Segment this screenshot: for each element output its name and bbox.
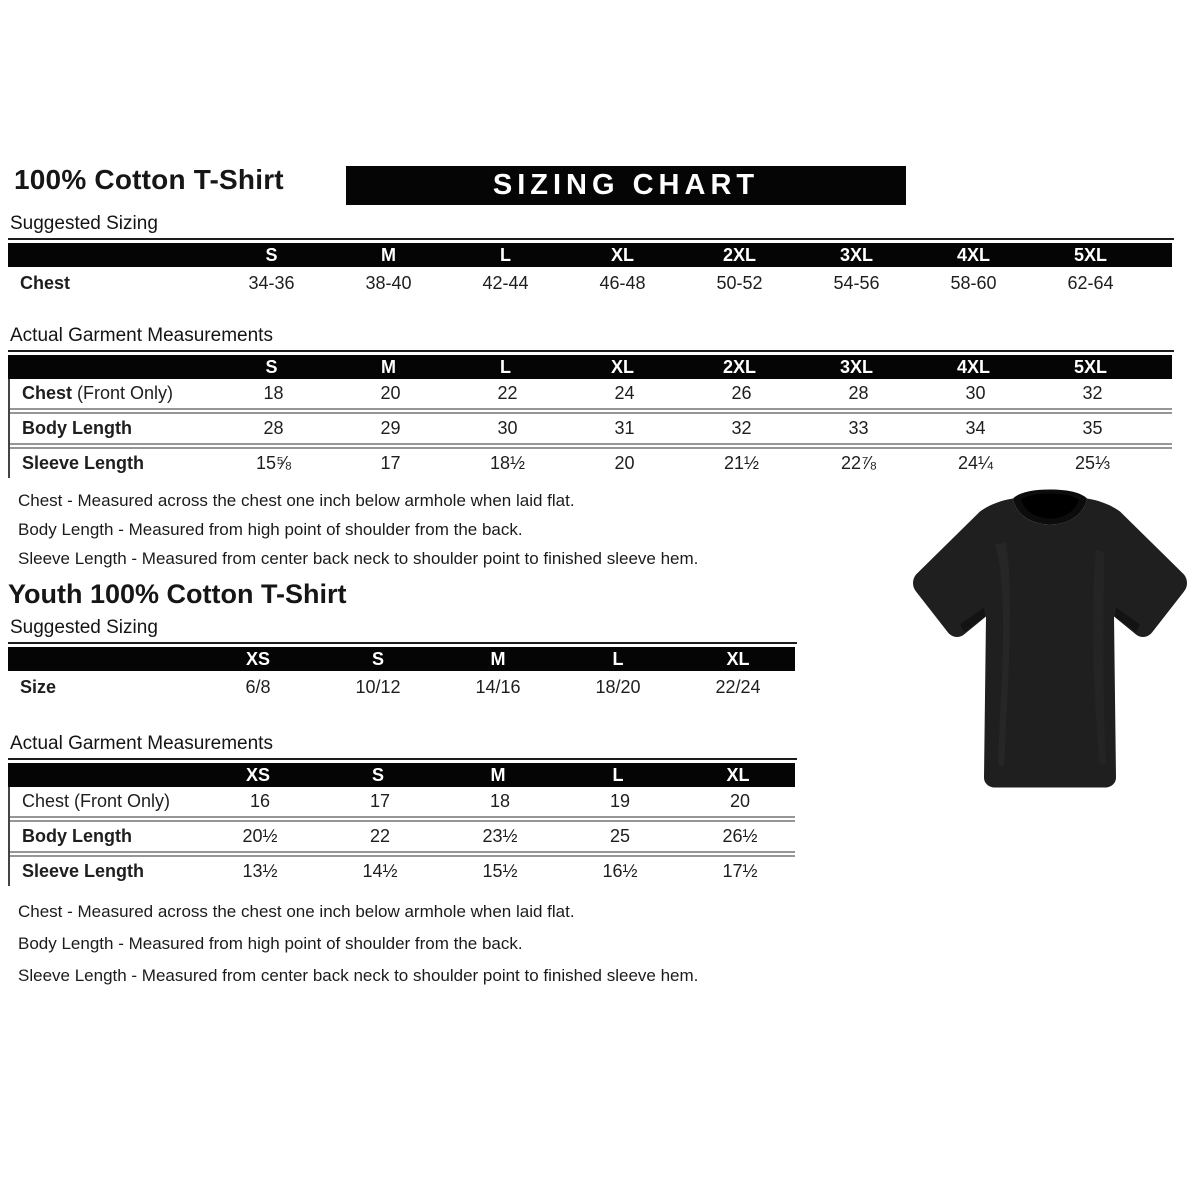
- chest-cell: 26: [731, 383, 752, 403]
- size-header-xl: XL: [610, 245, 634, 265]
- chest-cell: 19: [609, 791, 631, 811]
- size-header-m: M: [381, 357, 396, 377]
- row-label-sleeve-length: Sleeve Length: [22, 453, 145, 473]
- chest-cell: 24: [614, 383, 635, 403]
- youth-size-cell: 10/12: [355, 677, 401, 697]
- size-header-xl: XL: [726, 765, 750, 785]
- size-header-3xl: 3XL: [839, 245, 873, 265]
- size-header-l: L: [612, 649, 624, 669]
- body-length-cell: 26½: [722, 826, 758, 846]
- row-label-chest: Chest: [20, 273, 71, 293]
- adult-suggested-table: [8, 243, 1172, 298]
- chest-range-cell: 58-60: [950, 273, 997, 293]
- chest-range-cell: 42-44: [482, 273, 529, 293]
- body-length-cell: 30: [497, 418, 518, 438]
- body-length-cell: 23½: [482, 826, 518, 846]
- body-length-cell: 34: [965, 418, 986, 438]
- adult-actual-header-row: [8, 355, 1172, 379]
- chest-cell: 28: [848, 383, 869, 403]
- size-header-m: M: [381, 245, 396, 265]
- size-header-s: S: [265, 357, 278, 377]
- sleeve-length-cell: 22⅞: [840, 453, 877, 473]
- adult-actual-table: [8, 355, 1172, 478]
- row-label-chest-front-only: [10, 379, 215, 408]
- size-header-5xl: 5XL: [1073, 357, 1107, 377]
- body-length-cell: 28: [263, 418, 284, 438]
- youth-actual-measurements-label: Actual Garment Measurements: [8, 732, 797, 760]
- body-length-cell: 29: [380, 418, 401, 438]
- chest-cell: 20: [380, 383, 401, 403]
- empty-header-cell: [8, 763, 198, 787]
- youth-suggested-sizing-label: Suggested Sizing: [8, 616, 797, 644]
- note-body-length: Body Length - Measured from high point of shoulder from the back.: [18, 520, 523, 539]
- youth-chest-row: [10, 787, 795, 816]
- youth-suggested-table: [8, 647, 795, 702]
- chest-range-cell: 34-36: [248, 273, 295, 293]
- note-sleeve-length: Sleeve Length - Measured from center back neck to shoulder point to finished sleeve hem.: [18, 966, 699, 985]
- size-header-s: S: [265, 245, 278, 265]
- empty-header-cell: [8, 243, 213, 267]
- size-header-2xl: 2XL: [722, 357, 756, 377]
- chest-range-cell: 38-40: [365, 273, 412, 293]
- chest-range-cell: 54-56: [833, 273, 880, 293]
- adult-chest-row: [10, 379, 1172, 408]
- body-length-cell: 22: [369, 826, 391, 846]
- row-label-chest: Chest: [22, 383, 73, 403]
- size-header-4xl: 4XL: [956, 357, 990, 377]
- chest-cell: 32: [1082, 383, 1103, 403]
- sleeve-length-cell: 17½: [722, 861, 758, 881]
- chest-cell: 18: [263, 383, 284, 403]
- note-chest: Chest - Measured across the chest one inch below armhole when laid flat.: [18, 902, 575, 921]
- size-header-3xl: 3XL: [839, 357, 873, 377]
- sleeve-length-cell: 15½: [482, 861, 518, 881]
- body-length-cell: 31: [614, 418, 635, 438]
- row-label-body-length: Body Length: [22, 418, 132, 438]
- tshirt-svg: [900, 472, 1200, 817]
- youth-size-row: [8, 671, 795, 702]
- sleeve-length-cell: 21½: [723, 453, 760, 473]
- adult-suggested-header-row: [8, 243, 1172, 267]
- chest-cell: 30: [965, 383, 986, 403]
- chest-cell: 18: [489, 791, 511, 811]
- youth-actual-header-row: [8, 763, 795, 787]
- body-length-cell: 20½: [242, 826, 278, 846]
- chest-cell: 17: [369, 791, 391, 811]
- sleeve-length-cell: 15⅝: [255, 453, 292, 473]
- adult-suggested-sizing-label: Suggested Sizing: [8, 212, 1174, 240]
- size-header-s: S: [371, 765, 384, 785]
- youth-actual-table-body: [8, 787, 795, 886]
- note-body-length: Body Length - Measured from high point of shoulder from the back.: [18, 934, 523, 953]
- size-header-s: S: [371, 649, 384, 669]
- size-header-5xl: 5XL: [1073, 245, 1107, 265]
- adult-body-length-row: [10, 414, 1172, 443]
- youth-size-cell: 6/8: [245, 677, 271, 697]
- body-length-cell: 33: [848, 418, 869, 438]
- row-label-size: Size: [20, 677, 57, 697]
- size-header-l: L: [500, 357, 511, 377]
- sleeve-length-cell: 14½: [362, 861, 398, 881]
- sleeve-length-cell: 16½: [602, 861, 638, 881]
- empty-header-cell: [8, 647, 198, 671]
- adult-actual-table-body: [8, 379, 1172, 478]
- adult-actual-measurements-label: Actual Garment Measurements: [8, 324, 1174, 352]
- youth-size-cell: 14/16: [475, 677, 521, 697]
- sleeve-length-cell: 20: [614, 453, 635, 473]
- size-header-xl: XL: [726, 649, 750, 669]
- page-title: 100% Cotton T-Shirt: [14, 164, 284, 195]
- size-header-xl: XL: [610, 357, 634, 377]
- header-row: [8, 164, 1188, 206]
- size-header-l: L: [612, 765, 624, 785]
- row-label-chest-front-only: Chest (Front Only): [22, 791, 171, 811]
- row-label-sleeve-length: Sleeve Length: [22, 861, 145, 881]
- sleeve-length-cell: 17: [380, 453, 401, 473]
- body-length-cell: 35: [1082, 418, 1103, 438]
- chest-range-cell: 50-52: [716, 273, 763, 293]
- youth-title: Youth 100% Cotton T-Shirt: [8, 579, 347, 609]
- tshirt-image: [900, 472, 1200, 817]
- youth-size-cell: 18/20: [595, 677, 641, 697]
- sleeve-length-cell: 24¼: [957, 453, 994, 473]
- tshirt-body: [913, 499, 1187, 788]
- sleeve-length-cell: 18½: [489, 453, 526, 473]
- empty-header-cell: [8, 355, 213, 379]
- sizing-chart-banner: [346, 166, 906, 205]
- body-length-cell: 25: [609, 826, 631, 846]
- youth-sleeve-length-row: [10, 857, 795, 886]
- youth-size-cell: 22/24: [715, 677, 761, 697]
- chest-cell: 20: [729, 791, 751, 811]
- note-sleeve-length: Sleeve Length - Measured from center back neck to shoulder point to finished sleeve hem.: [18, 549, 699, 568]
- body-length-cell: 32: [731, 418, 752, 438]
- chest-cell: 16: [249, 791, 271, 811]
- row-label-front-only: (Front Only): [72, 383, 174, 403]
- size-header-xs: XS: [245, 649, 270, 669]
- size-header-4xl: 4XL: [956, 245, 990, 265]
- youth-actual-table: [8, 763, 795, 886]
- chest-range-cell: 62-64: [1067, 273, 1114, 293]
- adult-chest-range-row: [8, 267, 1172, 298]
- size-header-m: M: [490, 649, 506, 669]
- size-header-2xl: 2XL: [722, 245, 756, 265]
- sleeve-length-cell: 13½: [242, 861, 278, 881]
- youth-suggested-header-row: [8, 647, 795, 671]
- size-header-l: L: [500, 245, 511, 265]
- youth-measurement-notes: [8, 902, 1188, 986]
- size-header-m: M: [490, 765, 506, 785]
- note-chest: Chest - Measured across the chest one inch below armhole when laid flat.: [18, 491, 575, 510]
- sleeve-length-cell: 25⅓: [1074, 453, 1111, 473]
- size-header-xs: XS: [245, 765, 270, 785]
- chest-cell: 22: [497, 383, 518, 403]
- sizing-chart-banner-text: SIZING CHART: [492, 169, 760, 201]
- row-label-body-length: Body Length: [22, 826, 132, 846]
- chest-range-cell: 46-48: [599, 273, 646, 293]
- youth-body-length-row: [10, 822, 795, 851]
